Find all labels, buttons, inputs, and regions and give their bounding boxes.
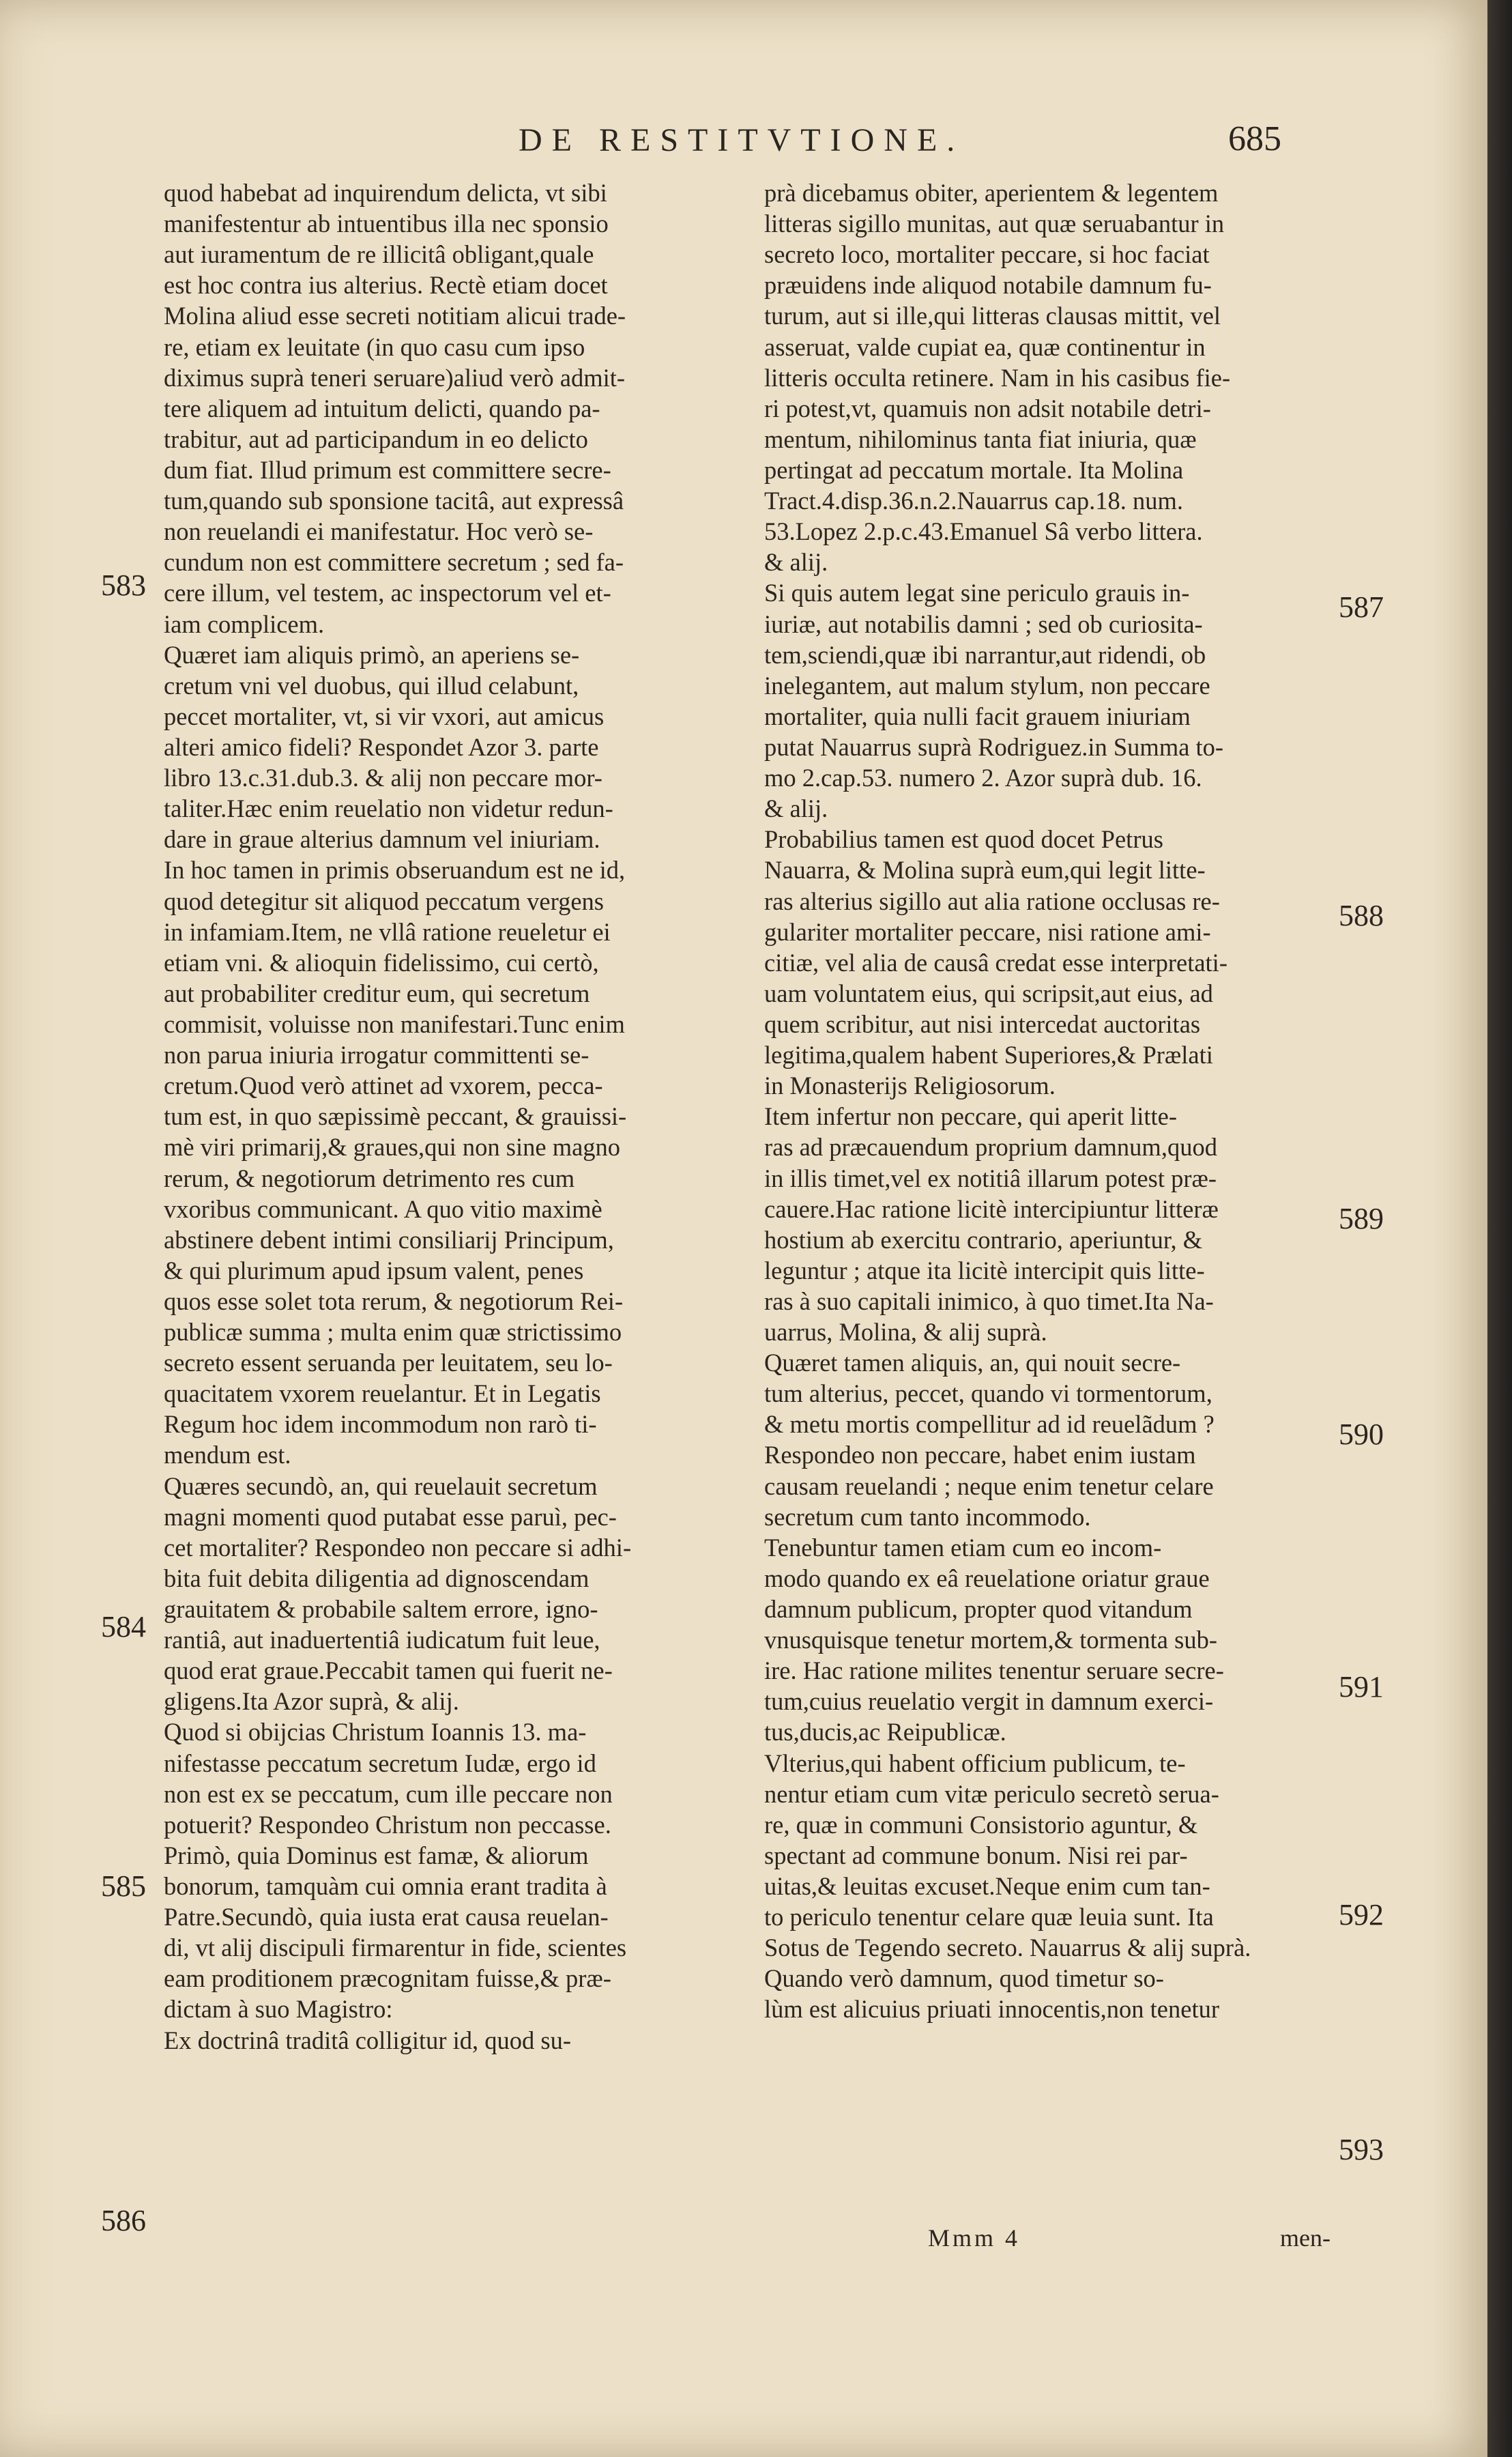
text-line: Quæret tamen aliquis, an, qui nouit secre- xyxy=(764,1349,1181,1377)
text-line: Item infertur non peccare, qui aperit litte- xyxy=(764,1102,1178,1131)
text-line: alteri amico fideli? Respondet Azor 3. parte xyxy=(164,732,599,761)
text-line: in Monasterijs Religiosorum. xyxy=(764,1072,1056,1100)
text-line: cere illum, vel testem, ac inspectorum vel et- xyxy=(164,579,611,607)
text-line: di, vt alij discipuli firmarentur in fide, scientes xyxy=(164,1934,627,1962)
margin-number: 590 xyxy=(1339,1418,1384,1451)
text-line: tem,sciendi,quæ ibi narrantur,aut ridendi, ob xyxy=(764,640,1206,669)
text-line: potuerit? Respondeo Christum non peccasse. xyxy=(164,1810,611,1839)
text-line: asseruat, valde cupiat ea, quæ continentur in xyxy=(764,332,1206,361)
text-line: Tract.4.disp.36.n.2.Nauarrus cap.18. num. xyxy=(764,487,1183,515)
margin-number: 592 xyxy=(1339,1898,1384,1931)
text-line: rerum, & negotiorum detrimento res cum xyxy=(164,1164,575,1192)
text-line: taliter.Hæc enim reuelatio non videtur redun- xyxy=(164,794,613,823)
text-line: nentur etiam cum vitæ periculo secretò serua- xyxy=(764,1779,1219,1808)
text-line: peccet mortaliter, vt, si vir vxori, aut amicus xyxy=(164,702,605,730)
text-line: prà dicebamus obiter, aperientem & legentem xyxy=(764,179,1219,207)
text-line: re, quæ in communi Consistorio aguntur, & xyxy=(764,1810,1198,1839)
text-line: magni momenti quod putabat esse paruì, pec- xyxy=(164,1502,617,1531)
text-line: Si quis autem legat sine periculo grauis in- xyxy=(764,579,1190,607)
text-line: non reuelandi ei manifestatur. Hoc verò se- xyxy=(164,517,594,546)
text-line: rantiâ, aut inaduertentiâ iudicatum fuit leue, xyxy=(164,1626,600,1654)
margin-number: 593 xyxy=(1339,2133,1384,2166)
text-line: In hoc tamen in primis obseruandum est ne id, xyxy=(164,856,626,885)
text-line: nifestasse peccatum secretum Iudæ, ergo id xyxy=(164,1749,596,1777)
text-line: lùm est alicuius priuati innocentis,non tenetur xyxy=(764,1995,1219,2024)
text-line: commisit, voluisse non manifestari.Tunc enim xyxy=(164,1009,625,1038)
text-line: etiam vni. & alioquin fidelissimo, cui certò, xyxy=(164,948,599,977)
text-line: pertingat ad peccatum mortale. Ita Molina xyxy=(764,455,1184,484)
text-line: dum fiat. Illud primum est committere secre- xyxy=(164,455,611,484)
text-line: in illis timet,vel ex notitiâ illarum potest præ- xyxy=(764,1164,1217,1192)
text-line: bita fuit debita diligentia ad dignoscendam xyxy=(164,1564,590,1592)
text-line: Primò, quia Dominus est famæ, & aliorum xyxy=(164,1841,589,1869)
margin-number: 585 xyxy=(101,1869,146,1903)
book-edge xyxy=(1487,0,1512,2457)
text-line: vnusquisque tenetur mortem,& tormenta sub- xyxy=(764,1626,1217,1654)
margin-number: 588 xyxy=(1339,899,1384,932)
text-line: Vlterius,qui habent officium publicum, te- xyxy=(764,1749,1186,1777)
text-line: litteras sigillo munitas, aut quæ seruabantur in xyxy=(764,210,1225,238)
text-line: quem scribitur, aut nisi intercedat auctoritas xyxy=(764,1009,1201,1038)
text-line: in infamiam.Item, ne vllâ ratione reueletur ei xyxy=(164,917,611,946)
text-line: gulariter mortaliter peccare, nisi ratione ami- xyxy=(764,917,1211,946)
text-line: quod erat graue.Peccabit tamen qui fuerit ne- xyxy=(164,1656,613,1685)
text-line: to periculo tenentur celare quæ leuia sunt. Ita xyxy=(764,1903,1214,1931)
text-line: leguntur ; atque ita licitè intercipit quis litte- xyxy=(764,1256,1205,1284)
text-line: inelegantem, aut malum stylum, non peccare xyxy=(764,671,1210,700)
margin-number: 591 xyxy=(1339,1670,1384,1704)
text-line: mo 2.cap.53. numero 2. Azor suprà dub. 16. xyxy=(764,764,1202,792)
text-line: iuriæ, aut notabilis damni ; sed ob curiosita- xyxy=(764,609,1203,638)
text-line: Quæres secundò, an, qui reuelauit secretum xyxy=(164,1471,598,1500)
text-line: Quæret iam aliquis primò, an aperiens se- xyxy=(164,640,580,669)
text-line: cretum.Quod verò attinet ad vxorem, pecca- xyxy=(164,1072,603,1100)
text-line: quod habebat ad inquirendum delicta, vt sibi xyxy=(164,179,607,207)
margin-number: 587 xyxy=(1339,590,1384,624)
text-line: abstinere debent intimi consiliarij Principum, xyxy=(164,1225,614,1254)
text-line: quod detegitur sit aliquod peccatum vergens xyxy=(164,887,605,915)
text-line: Patre.Secundò, quia iusta erat causa reuelan- xyxy=(164,1903,609,1931)
text-line: tere aliquem ad intuitum delicti, quando pa- xyxy=(164,394,600,422)
text-line: quos esse solet tota rerum, & negotiorum Rei- xyxy=(164,1287,624,1315)
text-line: secreto essent seruanda per leuitatem, seu lo- xyxy=(164,1349,613,1377)
text-line: uam voluntatem eius, qui scripsit,aut eius, ad xyxy=(764,979,1213,1007)
text-line: & qui plurimum apud ipsum valent, penes xyxy=(164,1256,584,1284)
catchword: men- xyxy=(1280,2224,1331,2252)
text-line: Regum hoc idem incommodum non rarò ti- xyxy=(164,1410,597,1439)
text-line: ire. Hac ratione milites tenentur seruare secre- xyxy=(764,1656,1224,1685)
text-line: citiæ, vel alia de causâ credat esse interpretati- xyxy=(764,948,1227,977)
page-number: 685 xyxy=(1228,119,1281,158)
text-line: aut probabiliter creditur eum, qui secretum xyxy=(164,979,590,1007)
text-line: trabitur, aut ad participandum in eo delicto xyxy=(164,425,588,453)
text-line: mè viri primarij,& graues,qui non sine magno xyxy=(164,1133,621,1162)
text-line: mortaliter, quia nulli facit grauem iniuriam xyxy=(764,702,1191,730)
text-line: re, etiam ex leuitate (in quo casu cum ipso xyxy=(164,332,585,361)
text-line: uarrus, Molina, & alij suprà. xyxy=(764,1318,1047,1347)
text-line: ri potest,vt, quamuis non adsit notabile detri- xyxy=(764,394,1211,422)
signature-mark: Mmm 4 xyxy=(928,2224,1021,2252)
text-line: vxoribus communicant. A quo vitio maximè xyxy=(164,1194,602,1223)
margin-number: 586 xyxy=(101,2204,146,2237)
text-line: ras à suo capitali inimico, à quo timet.Ita Na- xyxy=(764,1287,1214,1315)
text-line: Ex doctrinâ traditâ colligitur id, quod su- xyxy=(164,2026,572,2054)
text-line: tus,ducis,ac Reipublicæ. xyxy=(764,1718,1006,1747)
text-line: manifestentur ab intuentibus illa nec sponsio xyxy=(164,210,609,238)
running-head: DE RESTITVTIONE. xyxy=(519,122,965,158)
text-line: secretum cum tanto incommodo. xyxy=(764,1502,1091,1531)
text-line: tum est, in quo sæpissimè peccant, & grauissi- xyxy=(164,1102,627,1131)
text-line: cundum non est committere secretum ; sed fa- xyxy=(164,548,624,577)
text-line: Quod si obijcias Christum Ioannis 13. ma- xyxy=(164,1718,587,1747)
text-line: non parua iniuria irrogatur committenti se- xyxy=(164,1041,590,1069)
text-line: legitima,qualem habent Superiores,& Prælati xyxy=(764,1041,1213,1069)
text-line: Quando verò damnum, quod timetur so- xyxy=(764,1964,1164,1993)
text-line: turum, aut si ille,qui litteras clausas mittit, vel xyxy=(764,302,1221,330)
text-line: damnum publicum, propter quod vitandum xyxy=(764,1595,1193,1624)
text-line: non est ex se peccatum, cum ille peccare non xyxy=(164,1779,613,1808)
text-line: Molina aliud esse secreti notitiam alicui trade- xyxy=(164,302,626,330)
text-line: Sotus de Tegendo secreto. Nauarrus & alij suprà. xyxy=(764,1934,1251,1962)
text-line: præuidens inde aliquod notabile damnum fu- xyxy=(764,271,1212,300)
text-line: iam complicem. xyxy=(164,609,325,638)
text-line: secreto loco, mortaliter peccare, si hoc faciat xyxy=(764,240,1210,269)
text-line: Tenebuntur tamen etiam cum eo incom- xyxy=(764,1533,1162,1562)
text-line: mentum, nihilominus tanta fiat iniuria, quæ xyxy=(764,425,1197,453)
text-line: eam proditionem præcognitam fuisse,& præ- xyxy=(164,1964,611,1993)
margin-number: 589 xyxy=(1339,1202,1384,1235)
text-line: uitas,& leuitas excuset.Neque enim cum tan- xyxy=(764,1872,1210,1901)
text-line: mendum est. xyxy=(164,1441,291,1469)
text-line: tum,quando sub sponsione tacitâ, aut expressâ xyxy=(164,487,624,515)
right-column xyxy=(764,177,1351,2025)
text-line: litteris occulta retinere. Nam in his casibus fie- xyxy=(764,363,1231,392)
margin-number: 583 xyxy=(101,569,146,602)
text-line: 53.Lopez 2.p.c.43.Emanuel Sâ verbo littera. xyxy=(764,517,1203,546)
text-line: cet mortaliter? Respondeo non peccare si adhi- xyxy=(164,1533,632,1562)
text-line: & alij. xyxy=(764,548,828,577)
text-line: quacitatem vxorem reuelantur. Et in Legatis xyxy=(164,1379,601,1408)
text-line: tum alterius, peccet, quando vi tormentorum, xyxy=(764,1379,1212,1408)
text-line: causam reuelandi ; neque enim tenetur celare xyxy=(764,1471,1214,1500)
text-line: grauitatem & probabile saltem errore, igno- xyxy=(164,1595,598,1624)
margin-number: 584 xyxy=(101,1610,146,1643)
text-line: publicæ summa ; multa enim quæ strictissimo xyxy=(164,1318,622,1347)
text-line: Nauarra, & Molina suprà eum,qui legit litte- xyxy=(764,856,1206,885)
text-line: libro 13.c.31.dub.3. & alij non peccare mor- xyxy=(164,764,602,792)
text-line: gligens.Ita Azor suprà, & alij. xyxy=(164,1687,459,1716)
text-line: Probabilius tamen est quod docet Petrus xyxy=(764,825,1163,854)
text-line: Respondeo non peccare, habet enim iustam xyxy=(764,1441,1196,1469)
text-line: spectant ad commune bonum. Nisi rei par- xyxy=(764,1841,1188,1869)
text-line: diximus suprà teneri seruare)aliud verò admit- xyxy=(164,363,626,392)
text-line: dictam à suo Magistro: xyxy=(164,1995,393,2024)
text-line: cauere.Hac ratione licitè intercipiuntur litteræ xyxy=(764,1194,1219,1223)
text-line: dare in graue alterius damnum vel iniuriam. xyxy=(164,825,600,854)
text-line: aut iuramentum de re illicitâ obligant,quale xyxy=(164,240,594,269)
text-line: & metu mortis compellitur ad id reuelãdum ? xyxy=(764,1410,1215,1439)
text-line: & alij. xyxy=(764,794,828,823)
text-line: hostium ab exercitu contrario, aperiuntur, & xyxy=(764,1225,1203,1254)
left-column xyxy=(164,177,751,2056)
text-line: est hoc contra ius alterius. Rectè etiam docet xyxy=(164,271,608,300)
text-line: putat Nauarrus suprà Rodriguez.in Summa to- xyxy=(764,732,1224,761)
text-line: ras ad præcauendum proprium damnum,quod xyxy=(764,1133,1217,1162)
text-line: ras alterius sigillo aut alia ratione occlusas re- xyxy=(764,887,1220,915)
text-line: bonorum, tamquàm cui omnia erant tradita à xyxy=(164,1872,607,1901)
text-line: tum,cuius reuelatio vergit in damnum exerci- xyxy=(764,1687,1214,1716)
text-line: modo quando ex eâ reuelatione oriatur graue xyxy=(764,1564,1210,1592)
text-line: cretum vni vel duobus, qui illud celabunt, xyxy=(164,671,579,700)
